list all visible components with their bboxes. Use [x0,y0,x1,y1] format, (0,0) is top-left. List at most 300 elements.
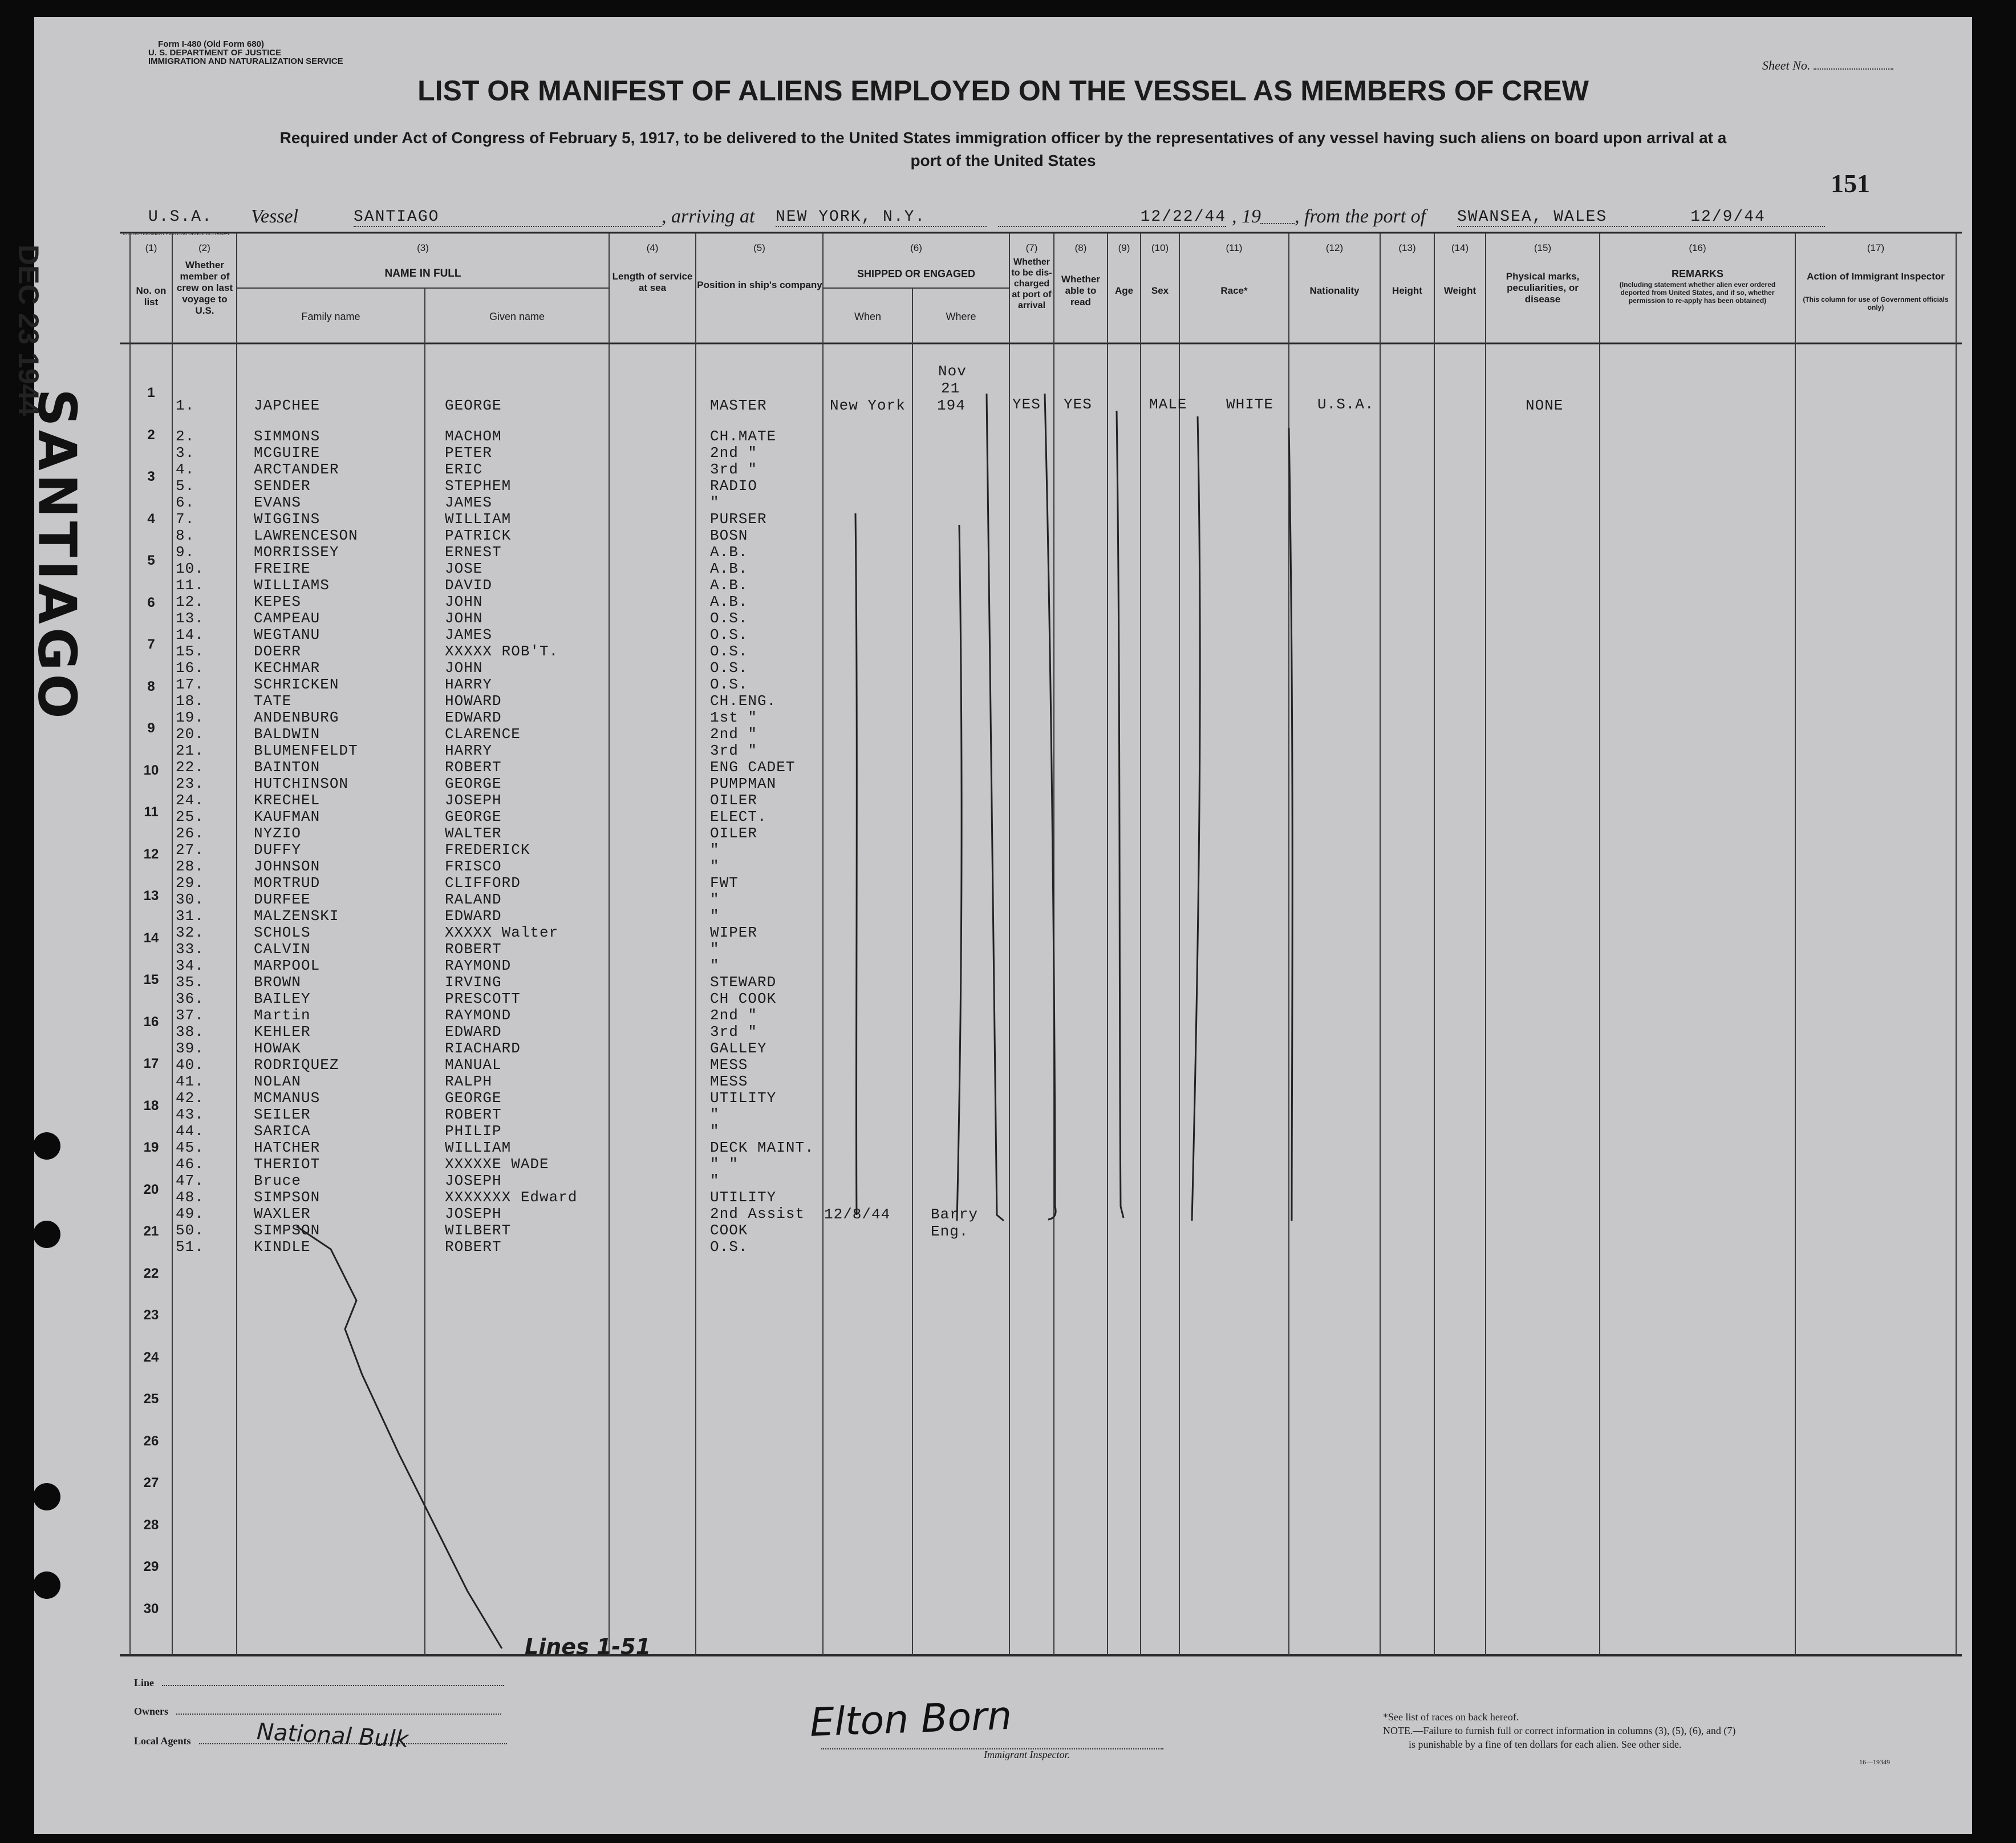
crew-family-name: CALVIN [254,941,311,958]
crew-family-name: Martin [254,1007,311,1024]
col-given-name: Given name [489,311,545,322]
crew-family-name: DOERR [254,643,302,660]
col-nationality: Nationality [1309,285,1360,296]
col-name-in-full: NAME IN FULL [384,268,461,280]
crew-family-name: BLUMENFELDT [254,742,358,759]
crew-position: 1st " [710,709,758,726]
crew-row [34,1107,833,1123]
crew-family-name: JOHNSON [254,858,321,875]
local-agents-value: National Bulk [255,1719,409,1753]
line-number: 3 [147,469,155,484]
line-number: 5 [147,553,155,568]
crew-no: 32. [176,924,204,941]
crew-position: 3rd " [710,461,758,478]
crew-row [34,776,833,792]
col-physical-marks: Physical marks, peculiarities, or disease [1506,271,1580,305]
col-position: Position in ship's company [697,280,822,290]
crew-no: 5. [176,477,195,495]
crew-family-name: KEHLER [254,1023,311,1040]
crew-position: A.B. [710,577,748,594]
crew-no: 9. [176,544,195,561]
crew-family-name: RODRIQUEZ [254,1056,339,1074]
crew-position: GALLEY [710,1040,767,1057]
crew-position: STEWARD [710,974,777,991]
crew-position: O.S. [710,643,748,660]
crew-family-name: KAUFMAN [254,808,321,825]
crew-row [34,875,833,892]
crew-row [34,594,833,610]
shipped-where-day: 21 [941,380,960,397]
crew-family-name: MALZENSKI [254,908,339,925]
physical-marks-none: NONE [1526,397,1564,414]
crew-no: 29. [176,874,204,892]
crew-no: 19. [176,709,204,726]
crew-no: 6. [176,494,195,511]
col-num: (6) [910,242,922,253]
crew-given-name: RAYMOND [445,957,512,974]
crew-no: 25. [176,808,204,825]
crew-no: 42. [176,1089,204,1107]
crew-family-name: JAPCHEE [254,397,321,414]
line-number: 14 [143,930,159,946]
col-age: Age [1114,285,1134,296]
crew-family-name: HOWAK [254,1040,302,1057]
crew-no: 41. [176,1073,204,1090]
crew-family-name: NYZIO [254,825,302,842]
crew-position: O.S. [710,610,748,627]
crew-row [34,1189,833,1206]
crew-row [34,1040,833,1057]
crew-row [34,1156,833,1173]
crew-no: 23. [176,775,204,792]
col-num: (8) [1074,242,1087,253]
crew-family-name: SIMPSON [254,1222,321,1239]
crew-position: " [710,908,720,925]
crew-given-name: GEORGE [445,397,502,414]
crew-given-name: HOWARD [445,692,502,710]
crew-no: 20. [176,726,204,743]
line-number: 1 [147,385,155,400]
crew-given-name: WILBERT [445,1222,512,1239]
col-action: Action of Immigrant Inspector [1807,271,1945,282]
crew-position: DECK MAINT. [710,1139,814,1156]
line-number: 23 [143,1307,159,1323]
crew-row [34,792,833,809]
crew-no: 50. [176,1222,204,1239]
col-num: (16) [1689,242,1706,253]
crew-no: 26. [176,825,204,842]
crew-given-name: MACHOM [445,428,502,445]
crew-row [34,1057,833,1074]
crew-given-name: FRISCO [445,858,502,875]
crew-family-name: MARPOOL [254,957,321,974]
crew-position: " [710,1106,720,1123]
crew-family-name: KRECHEL [254,792,321,809]
vessel-flag: U.S.A. [148,208,213,226]
crew-family-name: SCHOLS [254,924,311,941]
line-number: 30 [143,1601,159,1617]
col-weight: Weight [1443,285,1476,296]
crew-family-name: BROWN [254,974,302,991]
col-num: (1) [145,242,157,253]
crew-position: A.B. [710,593,748,610]
crew-position: UTILITY [710,1189,777,1206]
crew-no: 18. [176,692,204,710]
footer-line-label: Line [134,1677,504,1689]
crew-given-name: JOSEPH [445,1205,502,1222]
crew-position: BOSN [710,527,748,544]
crew-position: CH.MATE [710,428,777,445]
arriving-label: , arriving at [662,206,755,227]
crew-family-name: KINDLE [254,1238,311,1255]
col-height: Height [1392,285,1422,296]
crew-row [34,627,833,643]
shipped-where-month: Nov [938,363,967,380]
col-num: (7) [1025,242,1038,253]
crew-position: UTILITY [710,1089,777,1107]
crew-family-name: SIMPSON [254,1189,321,1206]
shipped-where-year: 194 [937,397,966,414]
crew-row [34,1206,833,1222]
lines-note: Lines 1-51 [525,1634,651,1659]
crew-family-name: BALDWIN [254,726,321,743]
crew-position: " [710,841,720,858]
line-number: 8 [147,678,155,694]
page-title: LIST OR MANIFEST OF ALIENS EMPLOYED ON THE VESSEL AS MEMBERS OF CREW [417,75,1589,107]
col-num: (11) [1226,242,1243,253]
crew-row [34,809,833,825]
crew-position: A.B. [710,560,748,577]
crew-given-name: ROBERT [445,1106,502,1123]
last-shipped-when: 12/8/44 [824,1206,891,1223]
form-number: Form I-480 (Old Form 680) [158,39,264,49]
crew-row [34,941,833,958]
crew-no: 34. [176,957,204,974]
crew-family-name: SARICA [254,1123,311,1140]
crew-given-name: HARRY [445,676,493,693]
crew-position: O.S. [710,1238,748,1255]
crew-family-name: NOLAN [254,1073,302,1090]
vessel-label: Vessel [251,206,299,227]
crew-row [34,710,833,726]
crew-no: 31. [176,908,204,925]
crew-given-name: ERIC [445,461,483,478]
crew-no: 27. [176,841,204,858]
crew-row [34,445,833,461]
crew-given-name: WALTER [445,825,502,842]
crew-no: 37. [176,1007,204,1024]
col-length-service: Length of service at sea [612,271,693,293]
crew-given-name: EDWARD [445,709,502,726]
col-no-on-list: No. on list [136,285,167,307]
col-sex: Sex [1151,285,1169,296]
crew-position: O.S. [710,659,748,677]
line-number: 25 [143,1391,159,1407]
crew-family-name: WEGTANU [254,626,321,643]
crew-row [34,958,833,974]
arrival-port: NEW YORK, N.Y. [776,208,987,227]
crew-given-name: MANUAL [445,1056,502,1074]
col-num: (2) [198,242,210,253]
line-number: 2 [147,427,155,443]
crew-row [34,908,833,925]
sex-value: MALE [1149,396,1187,413]
crew-no: 43. [176,1106,204,1123]
discharged-value: YES [1012,396,1041,413]
crew-position: " [710,941,720,958]
crew-given-name: JOHN [445,659,483,677]
race-value: WHITE [1226,396,1274,413]
crew-no: 21. [176,742,204,759]
crew-row [34,1140,833,1156]
crew-no: 49. [176,1205,204,1222]
crew-given-name: JOSEPH [445,1172,502,1189]
crew-row [34,892,833,908]
line-number: 20 [143,1181,159,1197]
crew-no: 33. [176,941,204,958]
crew-position: " [710,891,720,908]
crew-position: 3rd " [710,1023,758,1040]
crew-given-name: PRESCOTT [445,990,521,1007]
crew-family-name: BAINTON [254,759,321,776]
crew-position: OILER [710,825,758,842]
col-num: (9) [1118,242,1130,253]
line-number: 4 [147,511,155,526]
crew-family-name: DUFFY [254,841,302,858]
crew-no: 39. [176,1040,204,1057]
crew-family-name: SEILER [254,1106,311,1123]
crew-no: 12. [176,593,204,610]
line-number: 18 [143,1097,159,1113]
col-family-name: Family name [301,311,360,322]
line-number: 12 [143,846,159,862]
crew-row [34,825,833,842]
crew-row [34,1074,833,1090]
crew-given-name: XXXXXE WADE [445,1156,549,1173]
crew-given-name: EDWARD [445,1023,502,1040]
crew-family-name: SENDER [254,477,311,495]
crew-row [34,991,833,1007]
crew-row [34,511,833,528]
crew-no: 4. [176,461,195,478]
crew-row [34,1123,833,1140]
crew-row [34,577,833,594]
crew-given-name: RAYMOND [445,1007,512,1024]
crew-no: 8. [176,527,195,544]
crew-no: 30. [176,891,204,908]
crew-given-name: IRVING [445,974,502,991]
col-num: (13) [1398,242,1416,253]
crew-family-name: WAXLER [254,1205,311,1222]
crew-family-name: MORTRUD [254,874,321,892]
crew-row [34,544,833,561]
margin-vessel-name: SANTIAGO [26,388,88,722]
crew-no: 38. [176,1023,204,1040]
crew-row [34,461,833,478]
crew-row [34,660,833,677]
crew-position: FWT [710,874,739,892]
crew-row [34,528,833,544]
footnote-penalty-2: is punishable by a fine of ten dollars for each alien. See other side. [1409,1739,1682,1750]
crew-family-name: CAMPEAU [254,610,321,627]
crew-given-name: GEORGE [445,1089,502,1107]
line-number: 6 [147,594,155,610]
print-office-line: U. S. GOVERNMENT PRINTING OFFICE 16—19349-1 [123,231,230,236]
crew-no: 47. [176,1172,204,1189]
crew-position: WIPER [710,924,758,941]
crew-position: " [710,494,720,511]
crew-given-name: RALPH [445,1073,493,1090]
crew-no: 51. [176,1238,204,1255]
crew-given-name: JOSE [445,560,483,577]
crew-row [34,478,833,495]
crew-no: 28. [176,858,204,875]
crew-row [34,842,833,858]
able-read-value: YES [1064,396,1092,413]
nationality-value: U.S.A. [1317,396,1374,413]
line-number: 10 [143,762,159,778]
crew-no: 14. [176,626,204,643]
line-number: 13 [143,888,159,904]
shipped-when: New York [830,397,906,414]
crew-no: 45. [176,1139,204,1156]
crew-row [34,743,833,759]
crew-family-name: DURFEE [254,891,311,908]
crew-row [34,677,833,693]
crew-no: 15. [176,643,204,660]
crew-position: " [710,858,720,875]
crew-row [34,1222,833,1239]
crew-no: 7. [176,511,195,528]
line-number: 9 [147,720,155,736]
crew-family-name: SCHRICKEN [254,676,339,693]
crew-no: 17. [176,676,204,693]
col-whether-member: Whether member of crew on last voyage to U.S. [176,260,233,316]
crew-family-name: EVANS [254,494,302,511]
year-label: , 19 [1232,206,1261,227]
crew-position: MESS [710,1073,748,1090]
crew-no: 1. [176,397,195,414]
crew-given-name: ERNEST [445,544,502,561]
col-num: (10) [1151,242,1169,253]
crew-given-name: GEORGE [445,775,502,792]
sheet-number-label: Sheet No. [1762,58,1893,73]
crew-position: ENG CADET [710,759,796,776]
col-remarks-note: (Including statement whether alien ever ordered deported from United States, and if so, whether permission to re-apply has been obtained) [1619,281,1776,305]
crew-family-name: ANDENBURG [254,709,339,726]
crew-row [34,610,833,627]
crew-row [34,693,833,710]
crew-given-name: PATRICK [445,527,512,544]
crew-given-name: WILLIAM [445,1139,512,1156]
from-label: , from the port of [1295,206,1426,227]
crew-family-name: ARCTANDER [254,461,339,478]
crew-family-name: WILLIAMS [254,577,330,594]
crew-position: 2nd " [710,1007,758,1024]
line-number: 29 [143,1559,159,1574]
crew-given-name: EDWARD [445,908,502,925]
crew-family-name: BAILEY [254,990,311,1007]
line-number: 27 [143,1475,159,1490]
crew-given-name: JAMES [445,626,493,643]
crew-given-name: RALAND [445,891,502,908]
crew-position: ELECT. [710,808,767,825]
crew-given-name: CLIFFORD [445,874,521,892]
crew-position: OILER [710,792,758,809]
crew-family-name: KECHMAR [254,659,321,677]
crew-given-name: WILLIAM [445,511,512,528]
crew-row [34,1173,833,1189]
crew-position: " [710,957,720,974]
crew-family-name: FREIRE [254,560,311,577]
line-number: 16 [143,1014,159,1030]
crew-no: 2. [176,428,195,445]
crew-position: " [710,1123,720,1140]
crew-no: 24. [176,792,204,809]
crew-position: COOK [710,1222,748,1239]
col-remarks: REMARKS [1671,268,1723,280]
crew-position: PURSER [710,511,767,528]
crew-no: 22. [176,759,204,776]
crew-family-name: LAWRENCESON [254,527,358,544]
crew-family-name: WIGGINS [254,511,321,528]
crew-given-name: HARRY [445,742,493,759]
last-shipped-where-2: Eng. [931,1223,969,1240]
crew-no: 3. [176,444,195,461]
col-num: (15) [1534,242,1552,253]
page-number: 151 [1831,169,1870,198]
crew-family-name: SIMMONS [254,428,321,445]
crew-no: 48. [176,1189,204,1206]
col-num: (17) [1867,242,1885,253]
crew-position: RADIO [710,477,758,495]
crew-no: 40. [176,1056,204,1074]
col-able-read: Whether able to read [1061,274,1100,307]
manifest-sheet [13,17,1972,1834]
crew-position: 2nd " [710,444,758,461]
crew-position: PUMPMAN [710,775,777,792]
crew-row [34,1090,833,1107]
crew-family-name: Bruce [254,1172,302,1189]
footer-owners-label: Owners [134,1706,501,1718]
line-number: 19 [143,1140,159,1155]
crew-family-name: MORRISSEY [254,544,339,561]
crew-no: 16. [176,659,204,677]
crew-row [34,759,833,776]
crew-given-name: XXXXXXX Edward [445,1189,578,1206]
arrival-date: 12/22/44 [998,208,1226,227]
col-race: Race* [1220,285,1248,296]
crew-position: CH.ENG. [710,692,777,710]
page-subtitle: Required under Act of Congress of February 5, 1917, to be delivered to the United States immigration officer by the representatives of any vessel having such aliens on board upon arrival at a [279,129,1727,147]
crew-row [34,643,833,660]
crew-family-name: KEPES [254,593,302,610]
crew-row [34,495,833,511]
crew-family-name: THERIOT [254,1156,321,1173]
crew-position: CH COOK [710,990,777,1007]
line-number: 11 [144,804,159,820]
line-number: 24 [143,1349,159,1365]
crew-given-name: ROBERT [445,1238,502,1255]
crew-given-name: ROBERT [445,759,502,776]
crew-given-name: JOHN [445,610,483,627]
col-num: (4) [646,242,659,253]
crew-position: MASTER [710,397,767,414]
crew-position: O.S. [710,626,748,643]
vessel-name: SANTIAGO [354,208,662,227]
line-number: 17 [143,1056,159,1071]
department: U. S. DEPARTMENT OF JUSTICE [148,48,282,58]
